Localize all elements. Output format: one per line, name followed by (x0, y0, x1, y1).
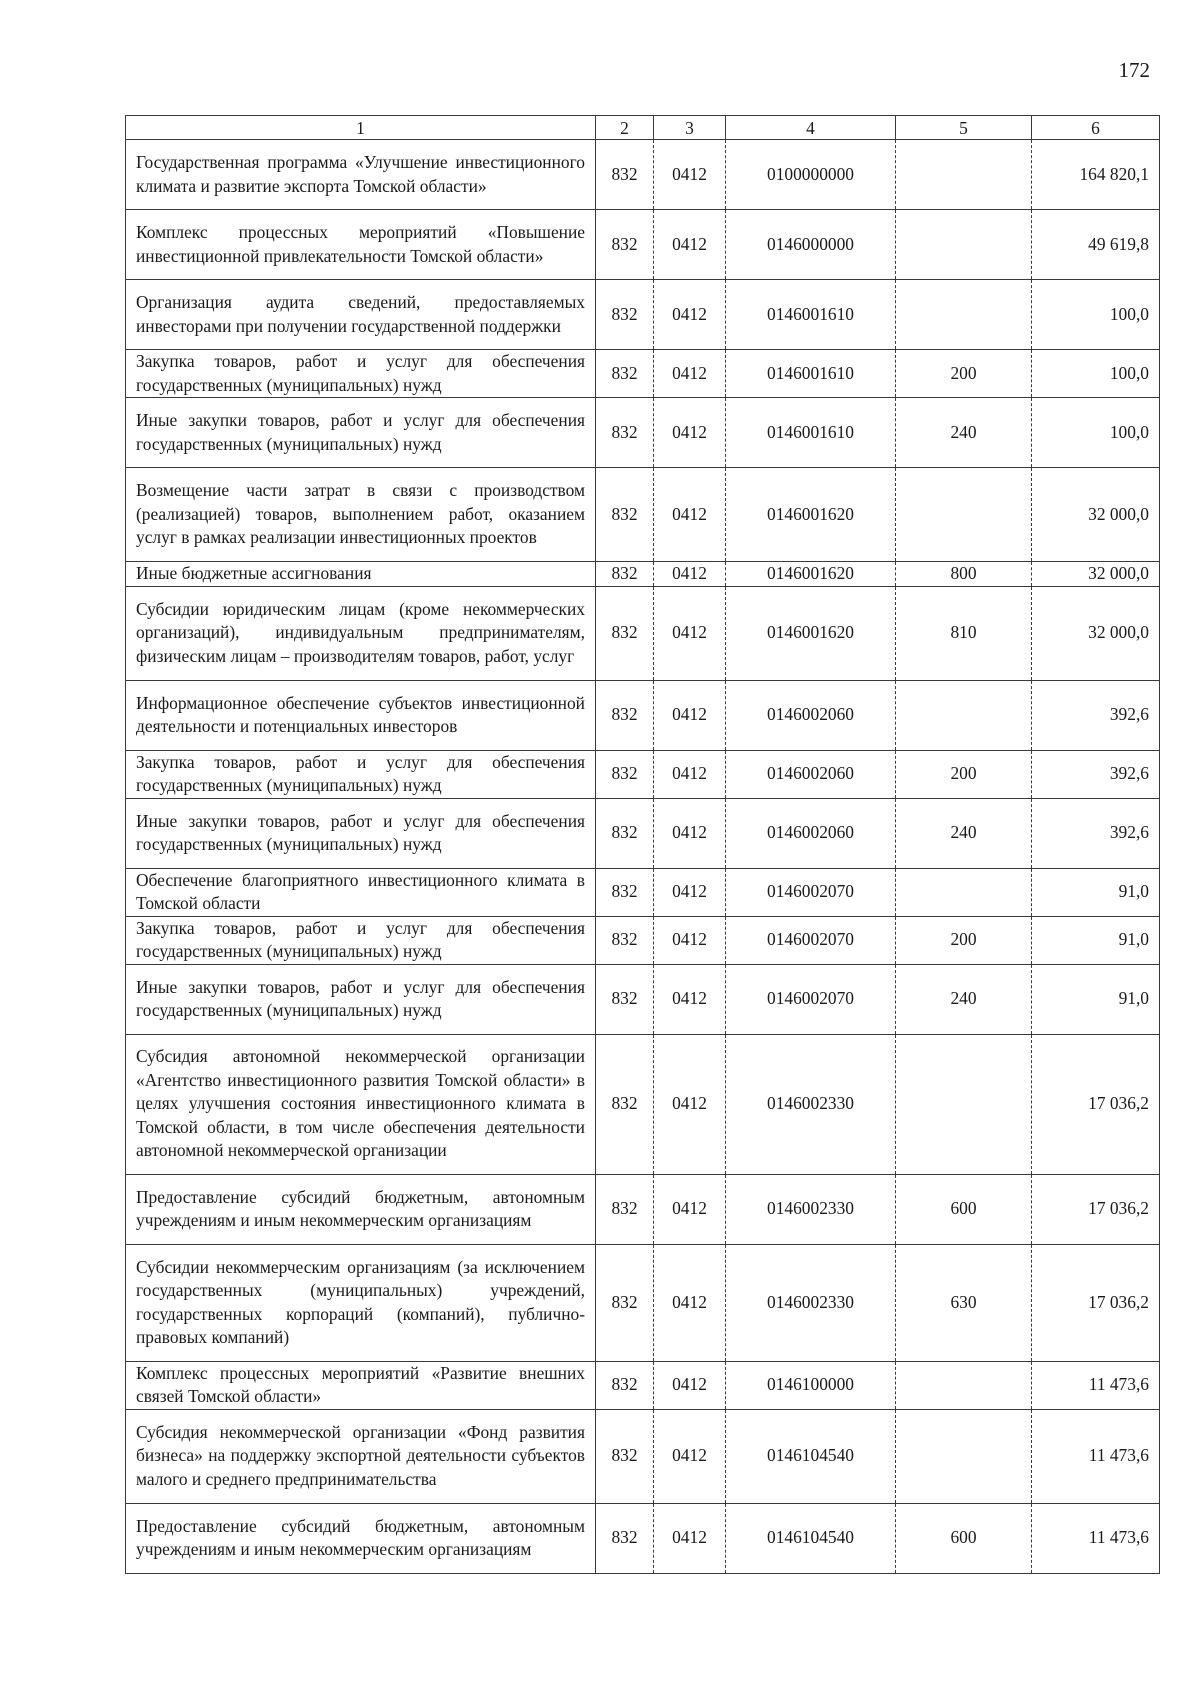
target-article-cell: 0146100000 (726, 1361, 896, 1409)
gr-code-cell: 832 (596, 1361, 654, 1409)
gr-code-cell: 832 (596, 1503, 654, 1573)
table-row (126, 1409, 1160, 1503)
section-code-cell: 0412 (654, 1503, 726, 1573)
section-code-cell: 0412 (654, 1361, 726, 1409)
expense-type-cell: 200 (896, 916, 1032, 964)
expense-type-cell: 200 (896, 750, 1032, 798)
gr-code-cell: 832 (596, 964, 654, 1034)
table-row (126, 1244, 1160, 1361)
table-row (126, 562, 1160, 587)
column-header: 4 (726, 116, 896, 140)
section-code-cell: 0412 (654, 750, 726, 798)
amount-cell: 100,0 (1032, 398, 1160, 468)
table-row (126, 586, 1160, 680)
amount-cell: 32 000,0 (1032, 468, 1160, 562)
gr-code-cell: 832 (596, 350, 654, 398)
section-code-cell: 0412 (654, 680, 726, 750)
row-name-cell: Иные закупки товаров, работ и услуг для обеспечения государственных (муниципальных) нужд (126, 798, 596, 868)
gr-code-cell: 832 (596, 562, 654, 587)
expense-type-cell: 630 (896, 1244, 1032, 1361)
amount-cell: 11 473,6 (1032, 1409, 1160, 1503)
table-row (126, 1361, 1160, 1409)
row-name-cell: Возмещение части затрат в связи с производством (реализацией) товаров, выполнением работ, оказанием услуг в рамках реализации инвестиционных проектов (126, 468, 596, 562)
table-row (126, 468, 1160, 562)
target-article-cell: 0100000000 (726, 140, 896, 210)
section-code-cell: 0412 (654, 350, 726, 398)
column-header: 5 (896, 116, 1032, 140)
table-row (126, 868, 1160, 916)
row-name-cell: Закупка товаров, работ и услуг для обеспечения государственных (муниципальных) нужд (126, 916, 596, 964)
section-code-cell: 0412 (654, 280, 726, 350)
amount-cell: 11 473,6 (1032, 1503, 1160, 1573)
gr-code-cell: 832 (596, 868, 654, 916)
row-name-cell: Иные закупки товаров, работ и услуг для обеспечения государственных (муниципальных) нужд (126, 964, 596, 1034)
table-row (126, 964, 1160, 1034)
gr-code-cell: 832 (596, 1409, 654, 1503)
gr-code-cell: 832 (596, 916, 654, 964)
row-name-cell: Субсидии некоммерческим организациям (за исключением государственных (муниципальных) учреждений, государственных корпораций (компаний), публично-правовых компаний) (126, 1244, 596, 1361)
table-row (126, 280, 1160, 350)
expense-type-cell: 800 (896, 562, 1032, 587)
target-article-cell: 0146002330 (726, 1244, 896, 1361)
section-code-cell: 0412 (654, 964, 726, 1034)
expense-type-cell (896, 680, 1032, 750)
table-row (126, 398, 1160, 468)
column-header: 6 (1032, 116, 1160, 140)
section-code-cell: 0412 (654, 916, 726, 964)
budget-table (125, 115, 1160, 1574)
section-code-cell: 0412 (654, 798, 726, 868)
amount-cell: 11 473,6 (1032, 1361, 1160, 1409)
amount-cell: 17 036,2 (1032, 1244, 1160, 1361)
header-row (126, 116, 1160, 140)
page-number: 172 (1118, 58, 1150, 82)
expense-type-cell (896, 280, 1032, 350)
table-row (126, 140, 1160, 210)
amount-cell: 17 036,2 (1032, 1034, 1160, 1174)
row-name-cell: Предоставление субсидий бюджетным, автономным учреждениям и иным некоммерческим организациям (126, 1503, 596, 1573)
target-article-cell: 0146001610 (726, 350, 896, 398)
gr-code-cell: 832 (596, 680, 654, 750)
row-name-cell: Государственная программа «Улучшение инвестиционного климата и развитие экспорта Томской области» (126, 140, 596, 210)
row-name-cell: Закупка товаров, работ и услуг для обеспечения государственных (муниципальных) нужд (126, 750, 596, 798)
expense-type-cell (896, 140, 1032, 210)
target-article-cell: 0146002070 (726, 964, 896, 1034)
column-header: 2 (596, 116, 654, 140)
expense-type-cell: 600 (896, 1503, 1032, 1573)
expense-type-cell (896, 1034, 1032, 1174)
section-code-cell: 0412 (654, 210, 726, 280)
target-article-cell: 0146002330 (726, 1174, 896, 1244)
table-row (126, 1503, 1160, 1573)
row-name-cell: Комплекс процессных мероприятий «Повышение инвестиционной привлекательности Томской области» (126, 210, 596, 280)
target-article-cell: 0146104540 (726, 1409, 896, 1503)
column-header: 1 (126, 116, 596, 140)
row-name-cell: Субсидия автономной некоммерческой организации «Агентство инвестиционного развития Томской области» в целях улучшения состояния инвестиционного климата в Томской области, в том числе обеспечения деятельности автономной некоммерческой организации (126, 1034, 596, 1174)
section-code-cell: 0412 (654, 1409, 726, 1503)
amount-cell: 32 000,0 (1032, 586, 1160, 680)
target-article-cell: 0146104540 (726, 1503, 896, 1573)
row-name-cell: Предоставление субсидий бюджетным, автономным учреждениям и иным некоммерческим организациям (126, 1174, 596, 1244)
table-row (126, 210, 1160, 280)
row-name-cell: Организация аудита сведений, предоставляемых инвесторами при получении государственной поддержки (126, 280, 596, 350)
gr-code-cell: 832 (596, 280, 654, 350)
target-article-cell: 0146002060 (726, 750, 896, 798)
table-row (126, 1034, 1160, 1174)
amount-cell: 17 036,2 (1032, 1174, 1160, 1244)
target-article-cell: 0146002070 (726, 916, 896, 964)
amount-cell: 91,0 (1032, 868, 1160, 916)
gr-code-cell: 832 (596, 140, 654, 210)
expense-type-cell (896, 1409, 1032, 1503)
target-article-cell: 0146001620 (726, 562, 896, 587)
expense-type-cell: 240 (896, 798, 1032, 868)
amount-cell: 32 000,0 (1032, 562, 1160, 587)
expense-type-cell (896, 1361, 1032, 1409)
expense-type-cell (896, 210, 1032, 280)
gr-code-cell: 832 (596, 1034, 654, 1174)
gr-code-cell: 832 (596, 468, 654, 562)
section-code-cell: 0412 (654, 140, 726, 210)
row-name-cell: Обеспечение благоприятного инвестиционного климата в Томской области (126, 868, 596, 916)
target-article-cell: 0146002330 (726, 1034, 896, 1174)
row-name-cell: Комплекс процессных мероприятий «Развитие внешних связей Томской области» (126, 1361, 596, 1409)
section-code-cell: 0412 (654, 468, 726, 562)
gr-code-cell: 832 (596, 1244, 654, 1361)
row-name-cell: Субсидия некоммерческой организации «Фонд развития бизнеса» на поддержку экспортной деятельности субъектов малого и среднего предпринимательства (126, 1409, 596, 1503)
target-article-cell: 0146002070 (726, 868, 896, 916)
gr-code-cell: 832 (596, 1174, 654, 1244)
amount-cell: 100,0 (1032, 350, 1160, 398)
row-name-cell: Субсидии юридическим лицам (кроме некоммерческих организаций), индивидуальным предпринимателям, физическим лицам – производителям товаров, работ, услуг (126, 586, 596, 680)
target-article-cell: 0146000000 (726, 210, 896, 280)
gr-code-cell: 832 (596, 398, 654, 468)
table-row (126, 1174, 1160, 1244)
amount-cell: 100,0 (1032, 280, 1160, 350)
expense-type-cell: 810 (896, 586, 1032, 680)
target-article-cell: 0146001610 (726, 280, 896, 350)
table-row (126, 916, 1160, 964)
section-code-cell: 0412 (654, 586, 726, 680)
amount-cell: 49 619,8 (1032, 210, 1160, 280)
section-code-cell: 0412 (654, 562, 726, 587)
amount-cell: 91,0 (1032, 916, 1160, 964)
expense-type-cell: 240 (896, 964, 1032, 1034)
table-row (126, 798, 1160, 868)
expense-type-cell: 600 (896, 1174, 1032, 1244)
expense-type-cell: 240 (896, 398, 1032, 468)
amount-cell: 392,6 (1032, 680, 1160, 750)
gr-code-cell: 832 (596, 586, 654, 680)
table-row (126, 680, 1160, 750)
section-code-cell: 0412 (654, 398, 726, 468)
table-body (126, 140, 1160, 1574)
section-code-cell: 0412 (654, 1244, 726, 1361)
gr-code-cell: 832 (596, 798, 654, 868)
row-name-cell: Закупка товаров, работ и услуг для обеспечения государственных (муниципальных) нужд (126, 350, 596, 398)
target-article-cell: 0146001620 (726, 586, 896, 680)
amount-cell: 91,0 (1032, 964, 1160, 1034)
row-name-cell: Иные бюджетные ассигнования (126, 562, 596, 587)
expense-type-cell (896, 868, 1032, 916)
target-article-cell: 0146001620 (726, 468, 896, 562)
section-code-cell: 0412 (654, 868, 726, 916)
target-article-cell: 0146002060 (726, 680, 896, 750)
target-article-cell: 0146002060 (726, 798, 896, 868)
expense-type-cell (896, 468, 1032, 562)
target-article-cell: 0146001610 (726, 398, 896, 468)
section-code-cell: 0412 (654, 1034, 726, 1174)
column-header: 3 (654, 116, 726, 140)
expense-type-cell: 200 (896, 350, 1032, 398)
amount-cell: 392,6 (1032, 750, 1160, 798)
gr-code-cell: 832 (596, 210, 654, 280)
amount-cell: 164 820,1 (1032, 140, 1160, 210)
row-name-cell: Иные закупки товаров, работ и услуг для обеспечения государственных (муниципальных) нужд (126, 398, 596, 468)
table-row (126, 750, 1160, 798)
section-code-cell: 0412 (654, 1174, 726, 1244)
row-name-cell: Информационное обеспечение субъектов инвестиционной деятельности и потенциальных инвесторов (126, 680, 596, 750)
amount-cell: 392,6 (1032, 798, 1160, 868)
table-row (126, 350, 1160, 398)
gr-code-cell: 832 (596, 750, 654, 798)
